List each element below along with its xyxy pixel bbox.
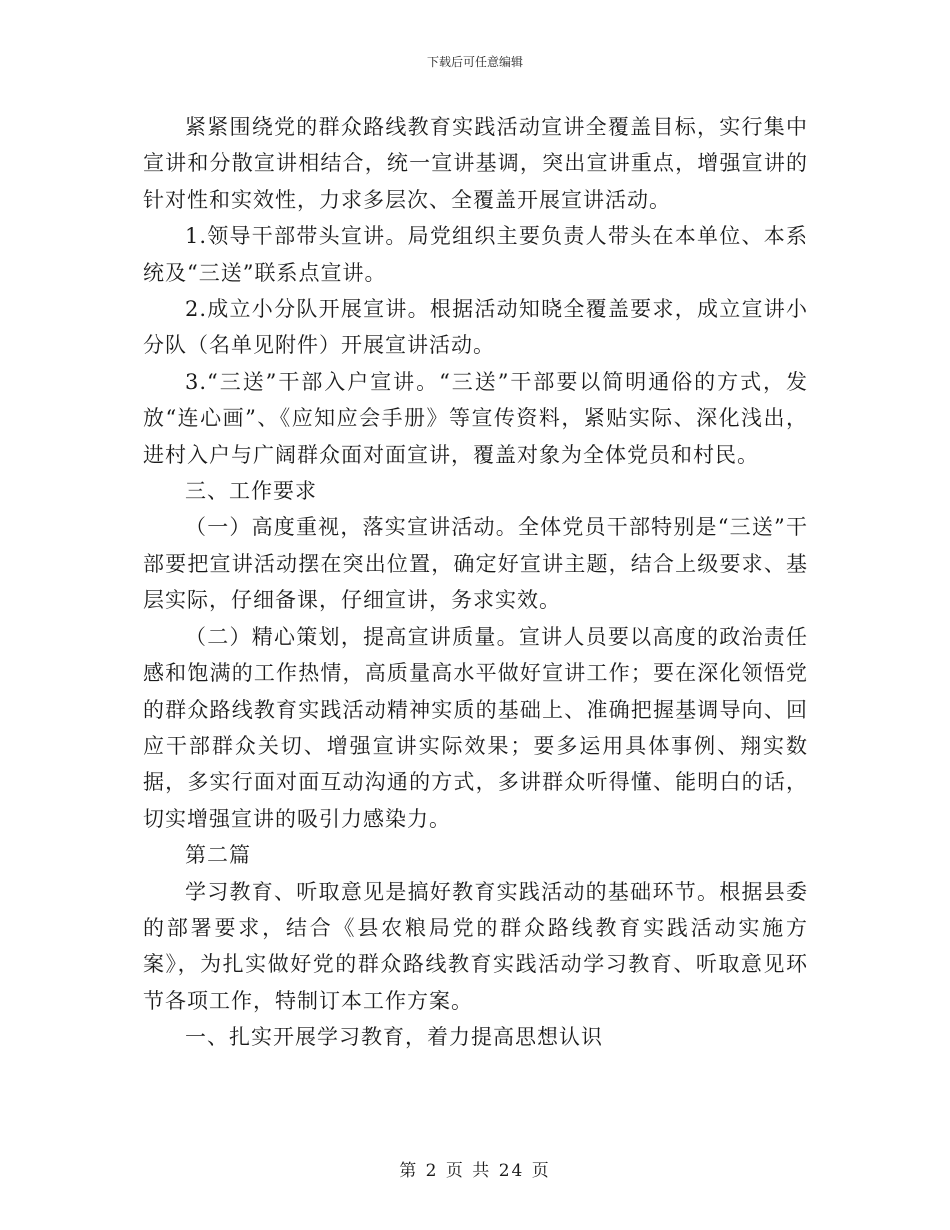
chapter-heading: 第二篇 bbox=[185, 843, 251, 868]
page-header: 下载后可任意编辑 bbox=[426, 55, 523, 69]
paragraph: 2.成立小分队开展宣讲。根据活动知晓全覆盖要求，成立宣讲小分队（名单见附件）开展宣讲活动。 bbox=[143, 297, 808, 358]
paragraph: 3.“三送”干部入户宣讲。“三送”干部要以简明通俗的方式，发放“连心画”、《应知应会手册》等宣传资料，紧贴实际、深化浅出，进村入户与广阔群众面对面宣讲，覆盖对象为全体党员和村民。 bbox=[143, 369, 808, 467]
paragraph: 1.领导干部带头宣讲。局党组织主要负责人带头在本单位、本系统及“三送”联系点宣讲。 bbox=[143, 224, 808, 285]
page-number: 第 2 页 共 24 页 bbox=[399, 1161, 551, 1181]
paragraph: 学习教育、听取意见是搞好教育实践活动的基础环节。根据县委的部署要求，结合《县农粮局党的群众路线教育实践活动实施方案》，为扎实做好党的群众路线教育实践活动学习教育、听取意见环节各项工作，特制订本工作方案。 bbox=[143, 879, 808, 1013]
document-body bbox=[143, 109, 808, 1056]
paragraph: （二）精心策划，提高宣讲质量。宣讲人员要以高度的政治责任感和饱满的工作热情，高质量高水平做好宣讲工作；要在深化领悟党的群众路线教育实践活动精神实质的基础上、准确把握基调导向、回应干部群众关切、增强宣讲实际效果；要多运用具体事例、翔实数据，多实行面对面互动沟通的方式，多讲群众听得懂、能明白的话，切实增强宣讲的吸引力感染力。 bbox=[143, 624, 808, 831]
section-heading: 一、扎实开展学习教育，着力提高思想认识 bbox=[185, 1025, 603, 1050]
section-heading: 三、工作要求 bbox=[185, 479, 317, 504]
paragraph: （一）高度重视，落实宣讲活动。全体党员干部特别是“三送”干部要把宣讲活动摆在突出位置，确定好宣讲主题，结合上级要求、基层实际，仔细备课，仔细宣讲，务求实效。 bbox=[143, 515, 808, 613]
paragraph: 紧紧围绕党的群众路线教育实践活动宣讲全覆盖目标，实行集中宣讲和分散宣讲相结合，统一宣讲基调，突出宣讲重点，增强宣讲的针对性和实效性，力求多层次、全覆盖开展宣讲活动。 bbox=[143, 115, 808, 212]
